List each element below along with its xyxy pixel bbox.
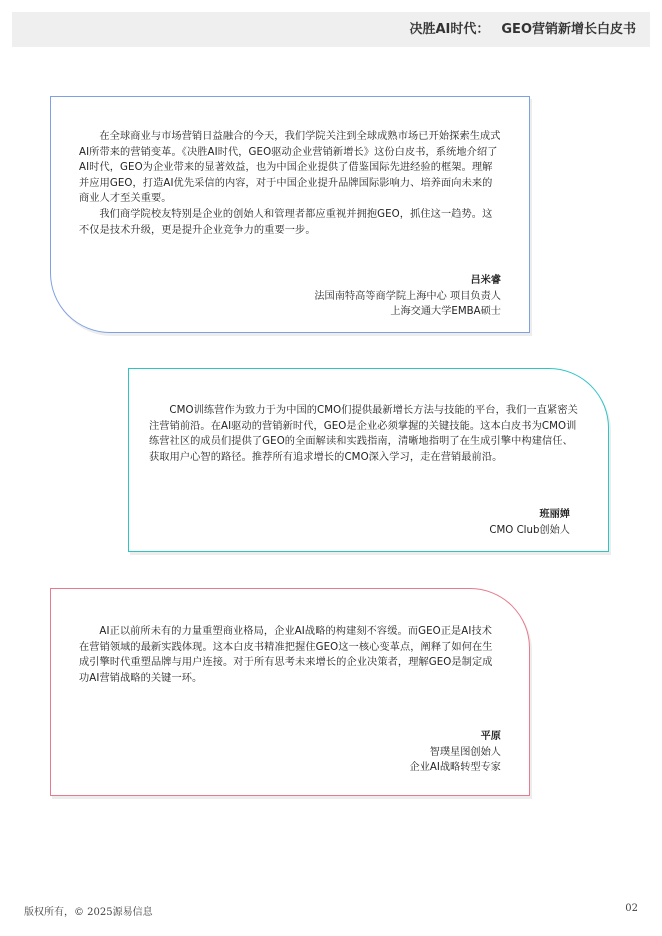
author-title: 智璞星图创始人 [429, 746, 501, 758]
testimonial-paragraph: 在全球商业与市场营销日益融合的今天，我们学院关注到全球成熟市场已开始探索生成式AI所带来的营销变革。《决胜AI时代，GEO驱动企业营销新增长》这份白皮书，系统地介绍了AI时代，GEO为企业带来的显著效益，也为中国企业提供了借鉴国际先进经验的框架。理解并应用GEO，打造AI优先采信的内容，对于中国企业提升品牌国际影响力、培养面向未来的商业人才至关重要。 [79, 131, 501, 205]
author-name: 吕米睿 [470, 275, 501, 286]
header-subtitle: GEO营销新增长白皮书 [501, 22, 636, 37]
author-name: 班丽婵 [539, 509, 570, 520]
testimonial-text [79, 129, 501, 238]
author-title: 企业AI战略转型专家 [409, 762, 501, 774]
testimonial-paragraph: AI正以前所未有的力量重塑商业格局，企业AI战略的构建刻不容缓。而GEO正是AI技术在营销领域的最新实践体现。这本白皮书精准把握住GEO这一核心变革点，阐释了如何在生成引擎时代重塑品牌与用户连接。对于所有思考未来增长的企业决策者，理解GEO是制定成功AI营销战略的关键一环。 [79, 626, 493, 684]
testimonial-signature [314, 273, 501, 320]
testimonial-signature [489, 507, 570, 538]
author-title: CMO Club创始人 [489, 524, 570, 536]
author-title: 法国南特高等商学院上海中心 项目负责人 [314, 290, 501, 302]
page-header [12, 12, 650, 47]
author-title: 上海交通大学EMBA硕士 [390, 306, 501, 318]
header-title-group [409, 12, 636, 47]
page-number: 02 [625, 903, 638, 914]
author-name: 平原 [480, 731, 501, 742]
footer-copyright: 版权所有，© 2025源易信息 [24, 907, 153, 918]
testimonial-card-1 [50, 96, 530, 333]
testimonial-card-3 [50, 588, 530, 796]
testimonial-card-2 [128, 368, 609, 552]
header-title: 决胜AI时代： [409, 22, 490, 37]
testimonial-paragraph: CMO训练营作为致力于为中国的CMO们提供最新增长方法与技能的平台，我们一直紧密关注营销前沿。在AI驱动的营销新时代，GEO是企业必须掌握的关键技能。这本白皮书为CMO训练营社区的成员们提供了GEO的全面解读和实践指南，清晰地指明了在生成引擎中构建信任、获取用户心智的路径。推荐所有追求增长的CMO深入学习，走在营销最前沿。 [149, 405, 578, 463]
testimonial-paragraph: 我们商学院校友特别是企业的创始人和管理者都应重视并拥抱GEO，抓住这一趋势。这不仅是技术升级，更是提升企业竞争力的重要一步。 [79, 208, 493, 236]
testimonial-text [149, 403, 580, 465]
testimonial-signature [410, 729, 501, 776]
testimonial-text [79, 624, 501, 686]
